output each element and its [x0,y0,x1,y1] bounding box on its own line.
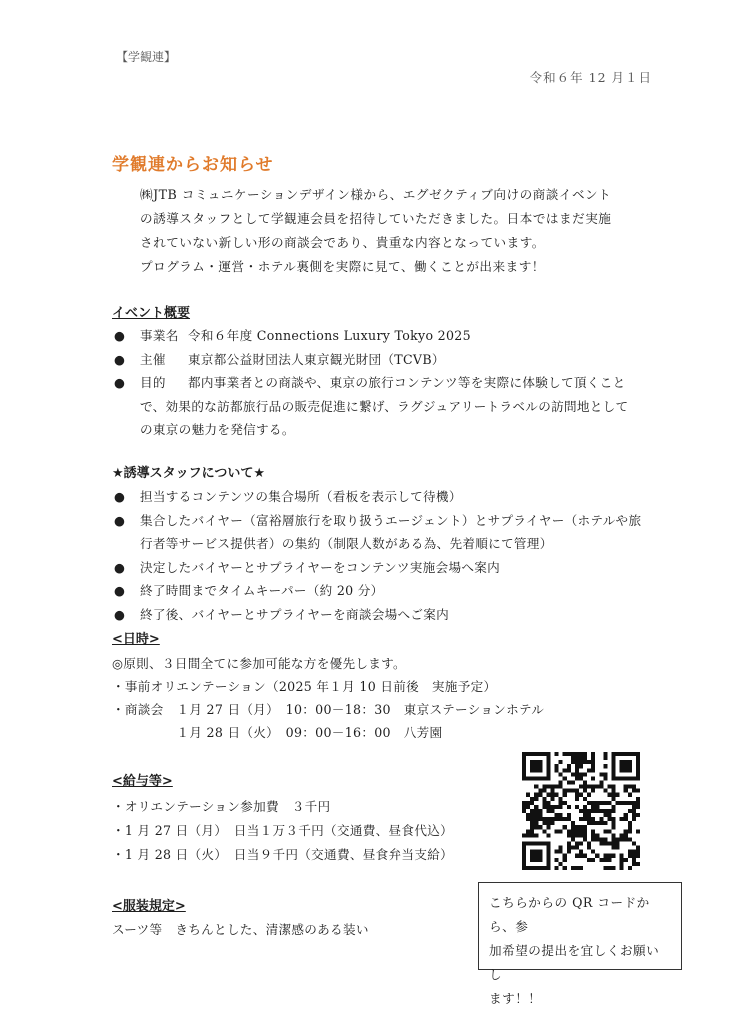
intro-line: プログラム・運営・ホテル裏側を実際に見て、働くことが出来ます！ [140,259,545,274]
qr-note-box [478,882,682,1006]
item-key: 主催 [140,351,166,367]
item-key: 事業名 [140,328,179,343]
item-text: 決定したバイヤーとサプライヤーをコンテンツ実施会場へ案内 [140,559,501,575]
event-heading: イベント概要 [112,306,191,321]
pay-line: ・1 月 27 日（月） 日当１万３千円（交通費、昼食代込） [112,823,453,838]
list-item [112,603,672,627]
page-title: 学観連からお知らせ [112,155,274,175]
schedule-line: １月 28 日（火） 09：00－16：00 八芳園 [112,725,443,740]
schedule-line: ◎原則、３日間全てに参加可能な方を優先します。 [112,656,406,671]
header-tag: 【学観連】 [116,50,177,64]
qr-note-line: 加希望の提出を宜しくお願いし [489,943,660,982]
intro-line: の誘導スタッフとして学観連会員を招待していただきました。日本ではまだ実施 [140,211,612,226]
document-date: 令和６年 12 月１日 [529,70,652,85]
list-item [112,324,672,348]
pay-heading: <給与等> [112,774,173,789]
qr-note-line: こちらからの QR コードから、参 [489,895,650,934]
intro-line: ㈱JTB コミュニケーションデザイン様から、エグゼクティブ向けの商談イベント [140,187,612,202]
pay-block [112,795,453,867]
bullet-icon: ● [114,375,126,390]
bullet-icon: ● [114,559,126,575]
staff-list [112,485,672,626]
list-item [112,485,672,509]
schedule-line: ・商談会 １月 27 日（月） 10：00－18：30 東京ステーションホテル [112,702,545,717]
item-text: 終了時間までタイムキーパー（約 20 分） [140,583,384,598]
staff-heading: ★誘導スタッフについて★ [112,466,266,481]
bullet-icon: ● [114,512,126,528]
bullet-icon: ● [114,328,126,343]
pay-line: ・オリエンテーション参加費 ３千円 [112,799,331,814]
list-item [112,579,672,603]
pay-line: ・1 月 28 日（火） 日当９千円（交通費、昼食弁当支給） [112,847,453,862]
schedule-heading: <日時> [112,632,160,647]
item-continuation: 行者等サービス提供者）の集約（制限人数がある為、先着順にて管理） [140,536,553,551]
item-key: 目的 [140,375,166,390]
intro-paragraph [140,183,660,279]
purpose-continuation: の東京の魅力を発信する。 [140,422,295,437]
item-value: 令和６年度 Connections Luxury Tokyo 2025 [188,328,471,343]
bullet-icon: ● [114,583,126,598]
schedule-line: ・事前オリエンテーション（2025 年１月 10 日前後 実施予定） [112,679,497,694]
dress-text: スーツ等 きちんとした、清潔感のある装い [112,922,369,937]
item-text: 担当するコンテンツの集合場所（看板を表示して待機） [140,489,462,504]
bullet-icon: ● [114,351,126,367]
event-list [112,324,672,442]
intro-line: されていない新しい形の商談会であり、貴重な内容となっています。 [140,235,545,250]
purpose-continuation: で、効果的な訪都旅行品の販売促進に繋げ、ラグジュアリートラベルの訪問地として [140,398,629,414]
qr-note-line: ます！！ [489,991,542,1006]
list-item [112,509,672,533]
schedule-block [112,652,544,744]
item-text: 集合したバイヤー（富裕層旅行を取り扱うエージェント）とサプライヤー（ホテルや旅 [140,512,642,528]
item-value: 都内事業者との商談や、東京の旅行コンテンツ等を実際に体験して頂くこと [188,375,626,390]
dress-heading: <服装規定> [112,899,186,914]
list-item [112,348,672,372]
qr-code-icon[interactable] [522,752,640,870]
bullet-icon: ● [114,489,126,504]
item-text: 終了後、バイヤーとサプライヤーを商談会場へご案内 [140,606,450,622]
list-item [112,556,672,580]
list-item [112,371,672,395]
bullet-icon: ● [114,606,126,622]
item-value: 東京都公益財団法人東京観光財団（TCVB） [188,351,445,367]
